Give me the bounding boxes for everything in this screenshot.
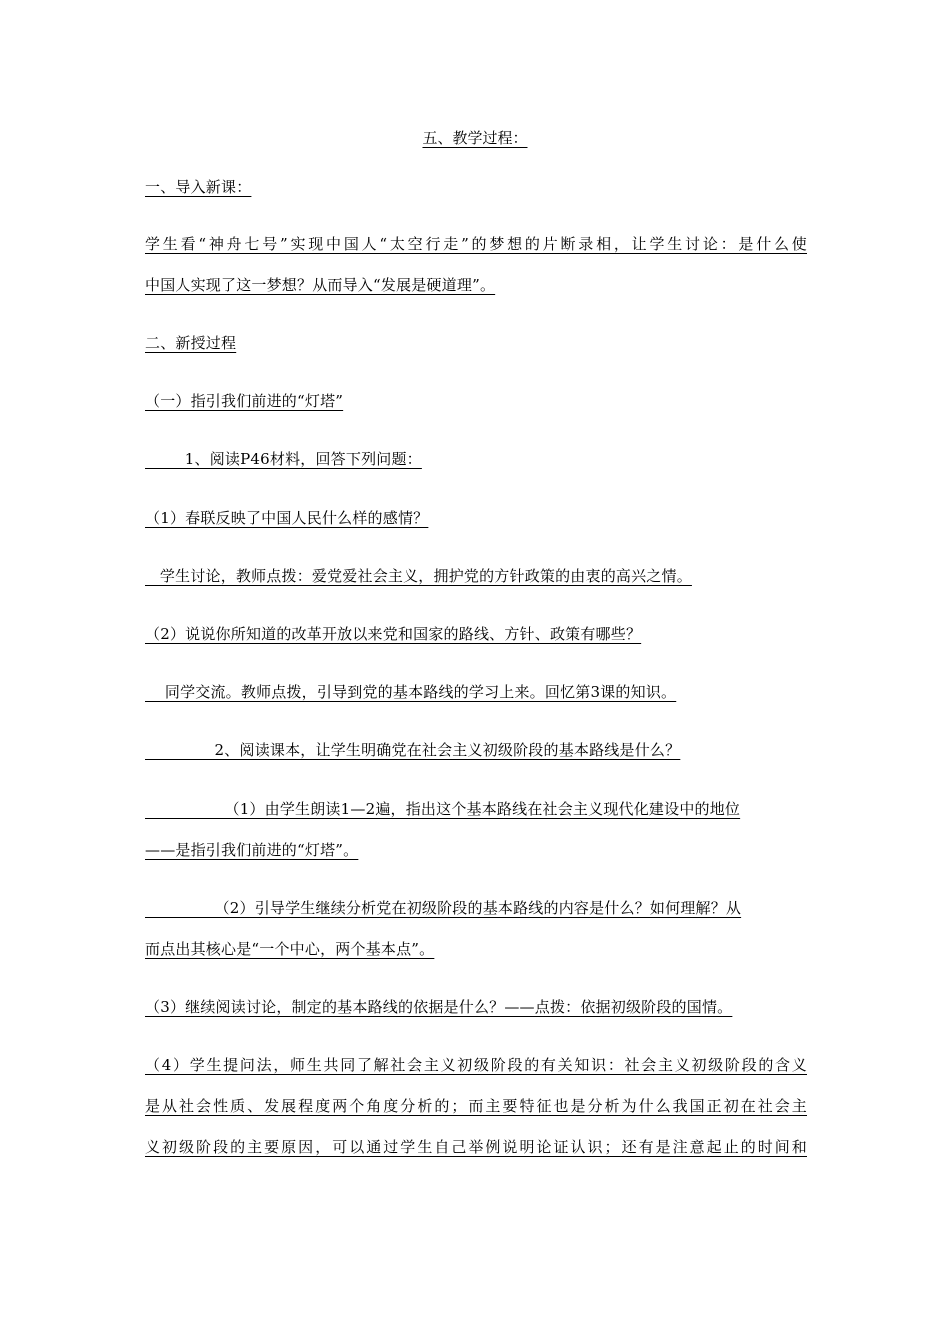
heading-new-lesson: 二、新授过程: [145, 334, 237, 352]
paragraph-line: 而点出其核心是“一个中心，两个基本点”。: [145, 940, 435, 958]
section-title: 五、教学过程：: [422, 129, 528, 147]
paragraph-line: （1）由学生朗读1—2遍，指出这个基本路线在社会主义现代化建设中的地位: [145, 800, 741, 818]
question-3: （3）继续阅读讨论，制定的基本路线的依据是什么？——点拨：依据初级阶段的国情。: [145, 998, 733, 1016]
step-2-line: 2、阅读课本，让学生明确党在社会主义初级阶段的基本路线是什么？: [145, 741, 681, 759]
question-2: （2）说说你所知道的改革开放以来党和国家的路线、方针、政策有哪些？: [145, 625, 642, 643]
paragraph-line: 是从社会性质、发展程度两个角度分析的；而主要特征也是分析为什么我国正初在社会主: [145, 1097, 807, 1115]
subheading-lighthouse: （一）指引我们前进的“灯塔”: [145, 392, 344, 410]
answer-2: 同学交流。教师点拨，引导到党的基本路线的学习上来。回忆第3课的知识。: [145, 683, 677, 701]
paragraph-line: 义初级阶段的主要原因，可以通过学生自己举例说明论证认识；还有是注意起止的时间和: [145, 1138, 807, 1156]
question-1: （1）春联反映了中国人民什么样的感情？: [145, 509, 429, 527]
paragraph-line: （2）引导学生继续分析党在初级阶段的基本路线的内容是什么？如何理解？从: [145, 899, 742, 917]
paragraph-line: （4）学生提问法，师生共同了解社会主义初级阶段的有关知识：社会主义初级阶段的含义: [145, 1056, 807, 1074]
paragraph-line: 中国人实现了这一梦想？从而导入“发展是硬道理”。: [145, 276, 496, 294]
answer-1: 学生讨论，教师点拨：爱党爱社会主义，拥护党的方针政策的由衷的高兴之情。: [145, 567, 692, 585]
heading-intro: 一、导入新课：: [145, 178, 252, 196]
paragraph-line: 学生看“神舟七号”实现中国人“太空行走”的梦想的片断录相，让学生讨论：是什么使: [145, 235, 807, 253]
step-1-line: 1、阅读P46材料，回答下列问题：: [145, 450, 422, 468]
paragraph-line: ——是指引我们前进的“灯塔”。: [145, 841, 359, 859]
